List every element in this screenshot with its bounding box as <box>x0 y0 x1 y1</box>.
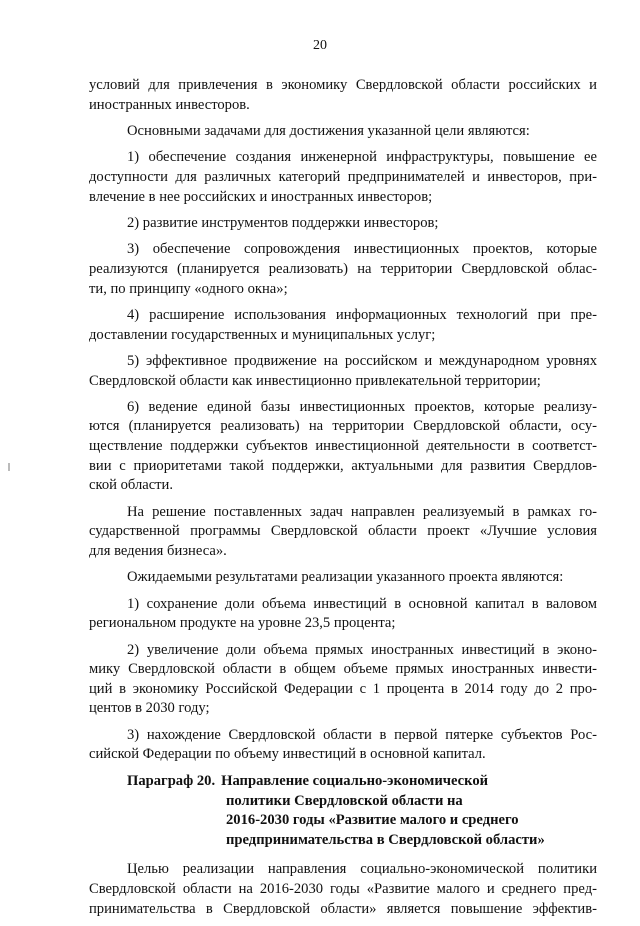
text-line: ти, по принципу «одного окна»; <box>89 280 288 297</box>
text-line: для ведения бизнеса». <box>89 542 227 559</box>
text-line: реализуются (планируется реализовать) на территории Свердловской облас- <box>89 260 597 277</box>
text-line: условий для привлечения в экономику Свердловской области российских и <box>89 77 597 93</box>
text-line: ской области. <box>89 477 174 494</box>
paragraph <box>89 76 597 115</box>
text-line: доставлении государственных и муниципальных услуг; <box>89 326 436 343</box>
paragraph <box>89 240 597 299</box>
text-line: вии с приоритетами такой поддержки, актуальными для развития Свердлов- <box>89 457 597 474</box>
text-line: сударственной программы Свердловской области проект «Лучшие условия <box>89 523 597 540</box>
paragraph <box>89 148 597 207</box>
section-title-line: Направление социально-экономической <box>221 772 489 789</box>
text-line: Основными задачами для достижения указанной цели являются: <box>127 122 530 139</box>
section-label: Параграф 20. <box>127 772 216 789</box>
text-line: 2) увеличение доли объема прямых иностранных инвестиций в эконо- <box>127 641 597 658</box>
paragraph <box>89 398 597 496</box>
paragraph <box>89 595 597 634</box>
text-line: 3) обеспечение сопровождения инвестиционных проектов, которые <box>127 241 597 258</box>
text-line: 6) ведение единой базы инвестиционных проектов, которые реализу- <box>127 398 597 415</box>
document-body <box>89 76 597 926</box>
text-line: 4) расширение использования информационных технологий при пре- <box>127 306 597 323</box>
text-line: 5) эффективное продвижение на российском и международном уровнях <box>127 352 597 369</box>
text-line: 3) нахождение Свердловской области в первой пятерке субъектов Рос- <box>127 726 597 743</box>
text-line: ются (планируется реализовать) на территории Свердловской области, осу- <box>89 418 597 435</box>
text-line: ций в экономику Российской Федерации с 1 процента в 2014 году до 2 про- <box>89 680 597 697</box>
paragraph <box>89 352 597 391</box>
paragraph <box>89 568 597 588</box>
text-line: Свердловской области как инвестиционно привлекательной территории; <box>89 372 541 389</box>
paragraph-list <box>89 76 597 765</box>
text-line: центов в 2030 году; <box>89 700 210 717</box>
text-line: региональном продукте на уровне 23,5 процента; <box>89 615 396 632</box>
paragraph <box>89 503 597 562</box>
text-line: 1) сохранение доли объема инвестиций в основной капитал в валовом <box>127 595 597 612</box>
paragraph <box>89 214 597 234</box>
text-line: принимательства в Свердловской области» является повышение эффектив- <box>89 900 597 917</box>
text-line: влечение в нее российских и иностранных инвесторов; <box>89 188 433 205</box>
text-line: ществление поддержки субъектов инвестиционной деятельности в соответст- <box>89 438 597 455</box>
text-line: Целью реализации направления социально-экономической политики <box>127 861 597 878</box>
text-line: мику Свердловской области в общем объеме прямых иностранных инвести- <box>89 661 597 678</box>
text-line: На решение поставленных задач направлен реализуемый в рамках го- <box>127 503 597 520</box>
scan-edge-mark <box>8 463 10 471</box>
text-line: доступности для различных категорий предпринимателей и инвесторов, при- <box>89 168 597 185</box>
section-title-line: 2016-2030 годы «Развитие малого и среднего <box>226 812 519 829</box>
section-heading <box>89 772 597 850</box>
paragraph <box>89 306 597 345</box>
text-line: Свердловской области на 2016-2030 годы «Развитие малого и среднего пред- <box>89 880 597 897</box>
text-line: Ожидаемыми результатами реализации указанного проекта являются: <box>127 569 564 586</box>
paragraph <box>89 641 597 719</box>
page-number: 20 <box>313 38 327 53</box>
closing-paragraph <box>89 860 597 919</box>
section-title-line: предпринимательства в Свердловской области» <box>226 831 545 848</box>
section-title-line: политики Свердловской области на <box>226 792 463 809</box>
text-line: иностранных инвесторов. <box>89 96 250 113</box>
paragraph <box>89 122 597 142</box>
text-line: 1) обеспечение создания инженерной инфраструктуры, повышение ее <box>127 149 597 166</box>
paragraph <box>89 726 597 765</box>
text-line: 2) развитие инструментов поддержки инвесторов; <box>127 214 439 231</box>
text-line: сийской Федерации по объему инвестиций в основной капитал. <box>89 746 486 763</box>
